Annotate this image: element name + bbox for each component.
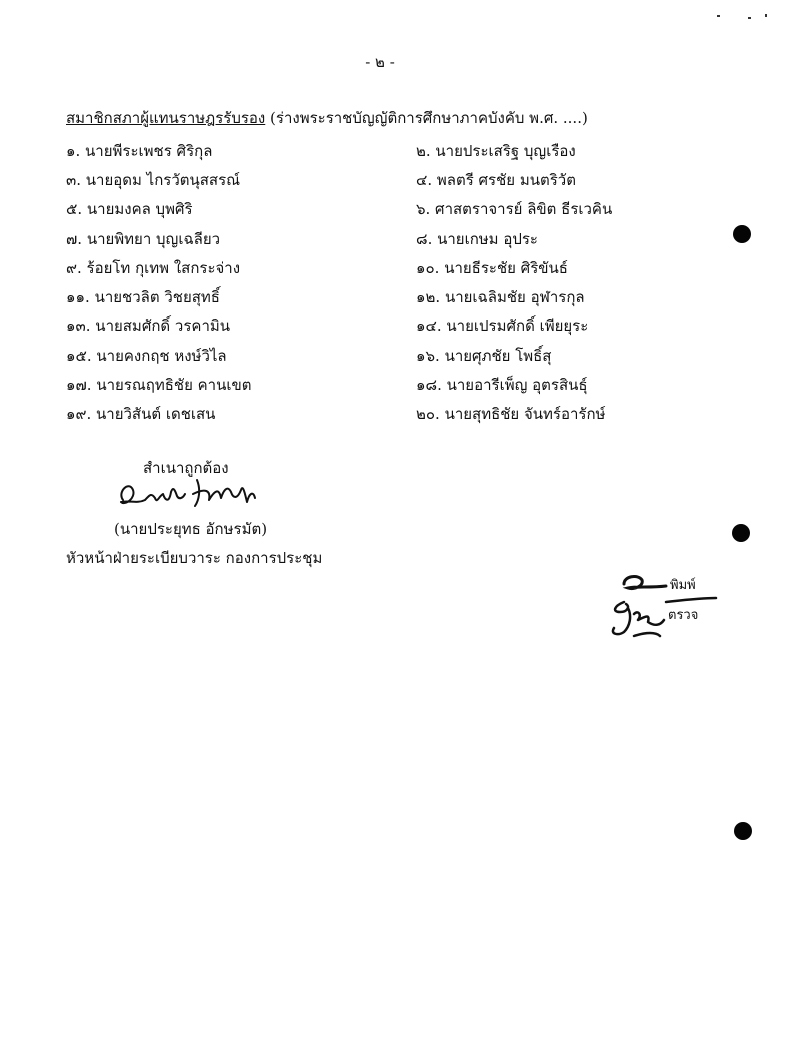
member-name: ๑๙. นายวิสันต์ เดชเสน <box>66 405 216 424</box>
checked-initials-mark <box>604 592 720 642</box>
member-row <box>66 165 626 194</box>
member-row <box>66 312 626 341</box>
member-name: ๑๖. นายศุภชัย โพธิ์สุ <box>416 346 552 365</box>
member-row <box>66 224 626 253</box>
typed-label: พิมพ์ <box>670 578 696 593</box>
signer-position: หัวหน้าฝ่ายระเบียบวาระ กองการประชุม <box>66 549 323 567</box>
member-name: ๕. นายมงคล บุพศิริ <box>66 200 193 219</box>
member-name: ๗. นายพิทยา บุญเฉลียว <box>66 229 221 248</box>
document-heading <box>66 106 588 130</box>
punch-hole <box>732 524 750 542</box>
member-name: ๑๑. นายชวลิต วิชยสุทธิ์ <box>66 288 220 307</box>
member-row <box>66 253 626 282</box>
member-name: ๑๒. นายเฉลิมชัย อุฬารกุล <box>416 288 585 307</box>
member-row <box>66 370 626 399</box>
signer-name: (นายประยุทธ อักษรมัต) <box>114 520 268 538</box>
certified-copy-label: สำเนาถูกต้อง <box>143 459 229 477</box>
page-number: - ๒ - <box>365 53 395 71</box>
heading-title: สมาชิกสภาผู้แทนราษฎรรับรอง <box>66 109 266 127</box>
member-row <box>66 400 626 429</box>
member-name: ๑๔. นายเปรมศักดิ์ เพียยุระ <box>416 317 589 336</box>
punch-hole <box>733 225 751 243</box>
scan-speck <box>748 17 751 19</box>
handwritten-signature <box>115 470 265 520</box>
member-name: ๑๓. นายสมศักดิ์ วรคามิน <box>66 317 231 336</box>
member-row <box>66 136 626 165</box>
member-name: ๖. ศาสตราจารย์ ลิขิต ธีรเวคิน <box>416 200 613 219</box>
member-name: ๒๐. นายสุทธิชัย จันทร์อารักษ์ <box>416 405 606 424</box>
member-name: ๘. นายเกษม อุประ <box>416 229 538 248</box>
scan-speck <box>765 14 767 17</box>
members-list <box>66 136 626 429</box>
member-name: ๑๗. นายรณฤทธิชัย คานเขต <box>66 376 252 395</box>
member-name: ๑๕. นายคงกฤช หงษ์วิไล <box>66 346 227 365</box>
member-name: ๔. พลตรี ศรชัย มนตริวัต <box>416 170 576 189</box>
member-name: ๑. นายพีระเพชร ศิริกุล <box>66 141 213 160</box>
scan-speck <box>717 15 720 17</box>
member-row <box>66 341 626 370</box>
heading-subtitle: (ร่างพระราชบัญญัติการศึกษาภาคบังคับ พ.ศ. ....) <box>270 109 588 127</box>
member-name: ๒. นายประเสริฐ บุญเรือง <box>416 141 576 160</box>
member-row <box>66 195 626 224</box>
member-name: ๙. ร้อยโท กุเทพ ใสกระจ่าง <box>66 258 241 277</box>
member-name: ๓. นายอุดม ไกรวัตนุสสรณ์ <box>66 170 241 189</box>
punch-hole <box>734 822 752 840</box>
member-row <box>66 282 626 311</box>
member-name: ๑๘. นายอารีเพ็ญ อุตรสินธุ์ <box>416 376 588 395</box>
checked-label: ตรวจ <box>668 608 699 623</box>
member-name: ๑๐. นายธีระชัย ศิริขันธ์ <box>416 258 568 277</box>
